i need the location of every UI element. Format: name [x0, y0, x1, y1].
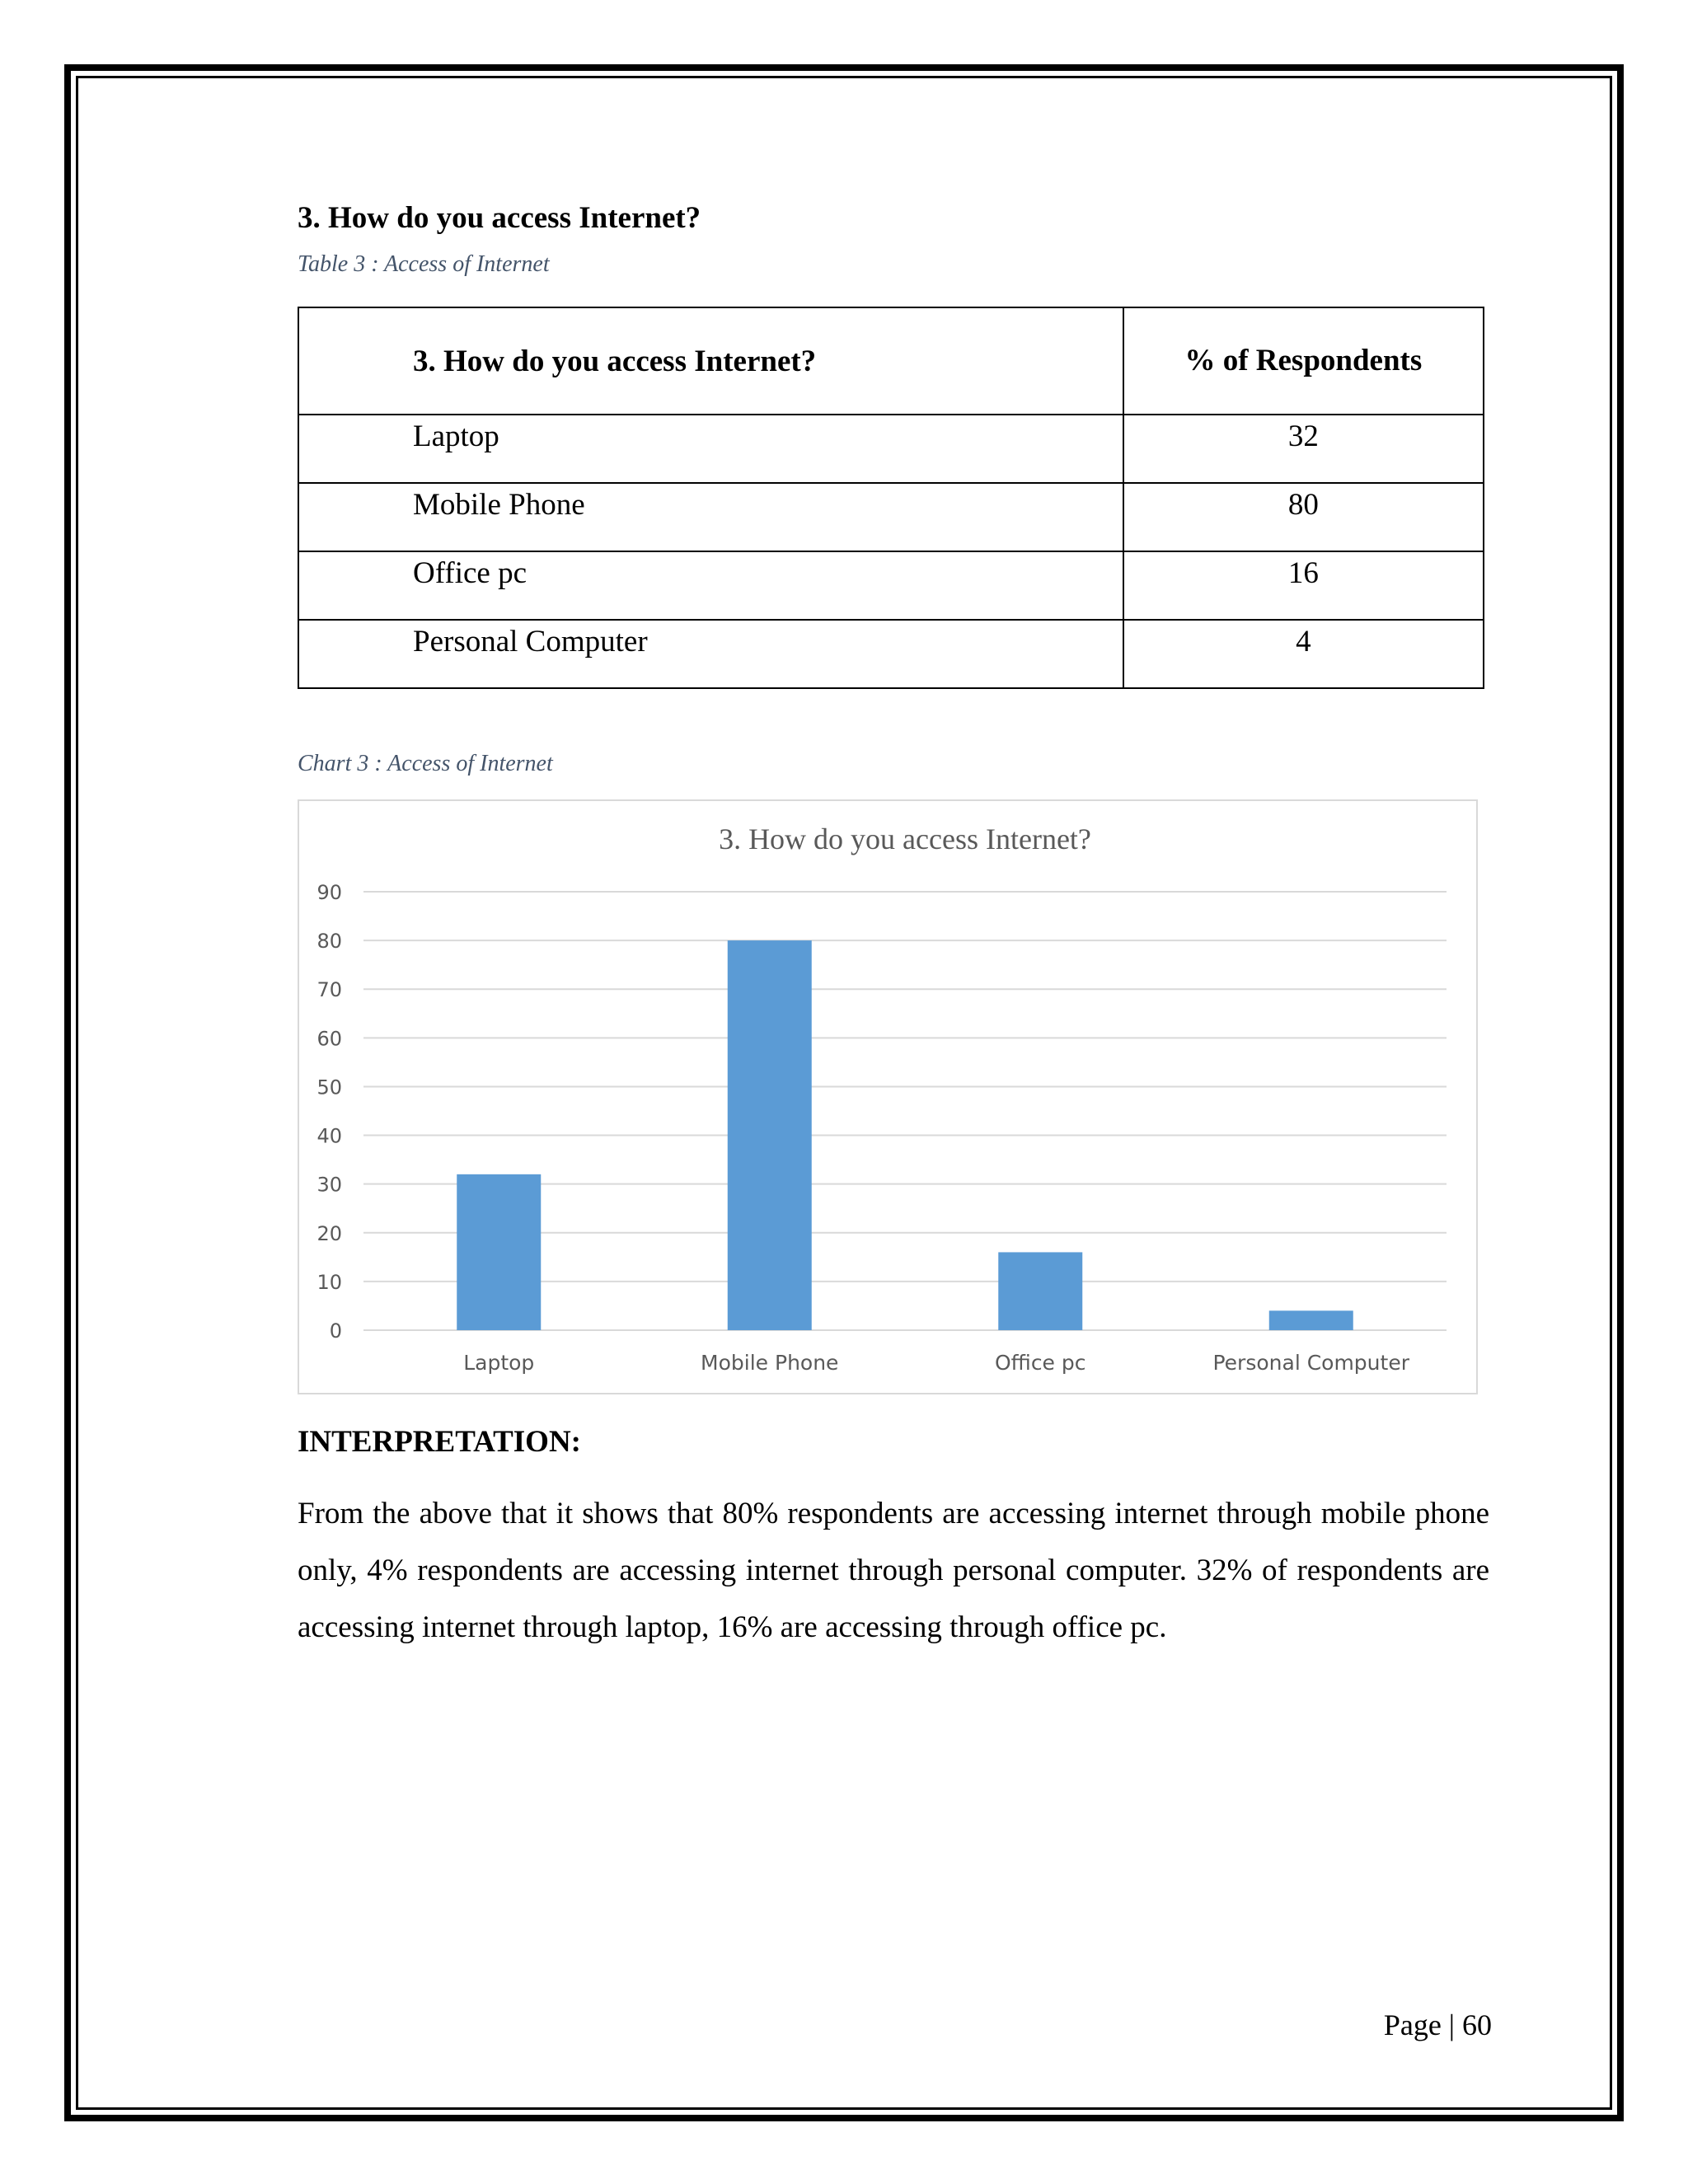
- bar: [457, 1174, 541, 1330]
- interpretation-text: From the above that it shows that 80% respondents are accessing internet through mobile phone only, 4% respondents are accessing internet through personal computer. 32% of respondents are accessing internet through laptop, 16% are accessing through office pc.: [298, 1497, 1489, 1644]
- bar-chart: [299, 801, 1478, 1394]
- y-tick-label: 80: [316, 930, 342, 954]
- chart-container: [298, 799, 1478, 1394]
- y-tick-label: 10: [316, 1270, 342, 1294]
- x-tick-label: Mobile Phone: [701, 1351, 839, 1375]
- x-tick-label: Office pc: [994, 1351, 1086, 1375]
- question-heading: 3. How do you access Internet?: [298, 201, 701, 235]
- bar: [1269, 1310, 1353, 1330]
- table-caption: Table 3 : Access of Internet: [298, 251, 550, 277]
- y-tick-label: 70: [316, 978, 342, 1002]
- table-cell-value: 80: [1123, 483, 1484, 551]
- interpretation-heading: INTERPRETATION:: [298, 1425, 582, 1459]
- chart-caption: Chart 3 : Access of Internet: [298, 751, 553, 776]
- x-tick-label: Laptop: [463, 1351, 535, 1375]
- y-tick-label: 50: [316, 1076, 342, 1099]
- page-number: Page | 60: [1383, 2008, 1492, 2041]
- x-tick-label: Personal Computer: [1212, 1351, 1410, 1375]
- access-table: [298, 307, 1484, 689]
- table-header-question: 3. How do you access Internet?: [298, 307, 1123, 415]
- table-header-row: [298, 307, 1484, 415]
- table-row: [298, 551, 1484, 620]
- table-cell-option: Mobile Phone: [298, 483, 1123, 551]
- y-tick-label: 40: [316, 1124, 342, 1148]
- table-row: [298, 620, 1484, 688]
- table-row: [298, 483, 1484, 551]
- page-content: [298, 190, 1493, 1656]
- table-cell-value: 16: [1123, 551, 1484, 620]
- y-tick-label: 20: [316, 1221, 342, 1245]
- chart-title: 3. How do you access Internet?: [719, 823, 1091, 855]
- table-cell-option: Laptop: [298, 415, 1123, 483]
- table-row: [298, 415, 1484, 483]
- table-cell-option: Office pc: [298, 551, 1123, 620]
- y-tick-label: 30: [316, 1173, 342, 1197]
- y-tick-label: 0: [329, 1319, 342, 1343]
- bar: [728, 940, 812, 1330]
- y-tick-label: 90: [316, 881, 342, 904]
- table-cell-value: 32: [1123, 415, 1484, 483]
- table-header-percent: % of Respondents: [1123, 307, 1484, 415]
- y-tick-label: 60: [316, 1027, 342, 1051]
- table-cell-option: Personal Computer: [298, 620, 1123, 688]
- table-cell-value: 4: [1123, 620, 1484, 688]
- bar: [998, 1252, 1082, 1330]
